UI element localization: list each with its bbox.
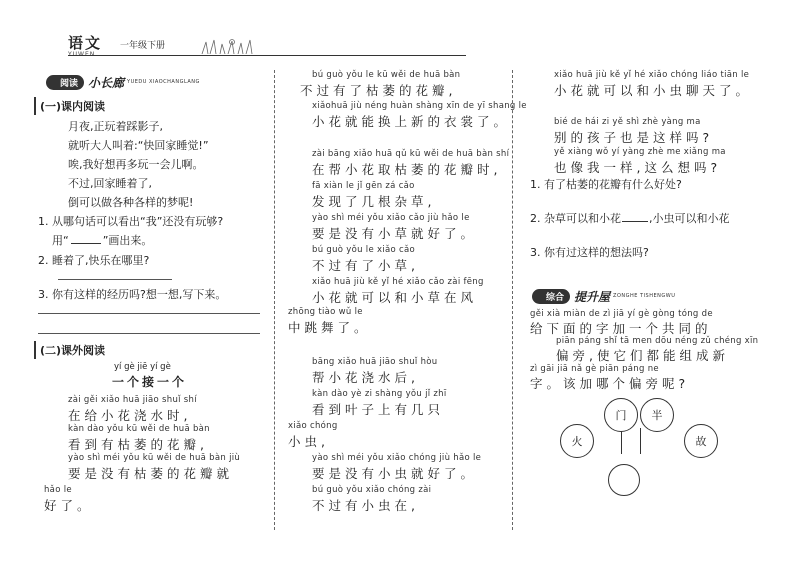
answer-blank[interactable]: [622, 221, 648, 222]
pinyin-line: piān páng shǐ tā men dōu néng zǔ chéng xīn: [556, 336, 759, 346]
header-rule: [68, 55, 466, 56]
text-line: 偏旁,使它们都能组成新: [556, 348, 729, 363]
answer-line: [38, 313, 260, 314]
flower-label: 故: [695, 435, 707, 448]
section-heading-extracurricular: (二)课外阅读: [34, 341, 109, 359]
answer-line: [58, 279, 172, 280]
text-line: 看到有枯萎的花瓣,: [68, 437, 208, 452]
underline-blank: [71, 243, 101, 244]
badge-subtitle: YUEDU XIAOCHANGLANG: [127, 79, 200, 85]
pinyin-line: xiǎo huā jiù kě yǐ hé xiǎo chóng liáo tiān le: [554, 70, 750, 80]
question-1: 1. 有了枯萎的花瓣有什么好处?: [530, 178, 682, 191]
pinyin-line: yě xiàng wǒ yí yàng zhè me xiǎng ma: [554, 147, 726, 157]
badge-pill: 综合: [532, 289, 570, 304]
flower-label: 门: [615, 409, 627, 422]
column-divider: [274, 70, 275, 530]
text-line: 也像我一样,这么想吗?: [554, 160, 722, 175]
text-line: 看到叶子上有几只: [312, 402, 445, 417]
text-line: 字。该加哪个偏旁呢?: [530, 376, 690, 391]
text-line: 不过有了小草,: [312, 258, 419, 273]
text-line: 发现了几根杂草,: [312, 194, 436, 209]
badge-pill: 阅读: [46, 75, 84, 90]
answer-circle[interactable]: [608, 464, 640, 496]
text-line: 在给小花浇水时,: [68, 408, 192, 423]
pinyin-line: xiǎo chóng: [288, 421, 338, 431]
answer-line: [38, 333, 260, 334]
grass-decoration-icon: [200, 38, 260, 54]
text-line: 不过有小虫在,: [312, 498, 419, 513]
pinyin-line: bú guò yǒu xiǎo chóng zài: [312, 485, 432, 495]
pinyin-line: xiǎohuā jiù néng huàn shàng xīn de yī shang le: [312, 101, 527, 111]
pinyin-line: zhōng tiào wǔ le: [288, 307, 363, 317]
poem-line: 倒可以做各种各样的梦呢!: [68, 196, 194, 209]
text-line: 别的孩子也是这样吗?: [554, 130, 714, 145]
question-2-post: ,小虫可以和小花: [649, 212, 730, 225]
flower-label: 火: [571, 435, 583, 448]
subject-title: 语文: [68, 34, 103, 52]
section-heading-in-class: (一)课内阅读: [34, 97, 109, 115]
flower-label: 半: [651, 409, 663, 422]
pinyin-line: bié de hái zi yě shì zhè yàng ma: [554, 117, 701, 127]
poem-line: 唉,我好想再多玩一会儿啊。: [68, 158, 204, 171]
poem-line: 月夜,正玩着踩影子,: [68, 120, 163, 133]
pinyin-line: fā xiàn le jǐ gēn zá cǎo: [312, 181, 415, 191]
pinyin-line: zì gāi jiā nǎ gè piān páng ne: [530, 364, 659, 374]
flower-character: [684, 424, 718, 458]
text-line: 帮小花浇水后,: [312, 370, 419, 385]
question-2: 2. 睡着了,快乐在哪里?: [38, 254, 150, 267]
subject-pinyin: YUWEN: [68, 51, 96, 58]
text-line: 在帮小花取枯萎的花瓣时,: [312, 162, 502, 177]
pinyin-line: xiǎo huā jiù kě yǐ hé xiǎo cǎo zài fēng: [312, 277, 484, 287]
flower-stem: [640, 428, 641, 454]
text-line: 给下面的字加一个共同的: [530, 321, 712, 336]
section-badge-comprehensive: [532, 288, 675, 304]
text-line: 要是没有小草就好了。: [312, 226, 478, 241]
pinyin-line: bú guò yǒu le kū wěi de huā bàn: [312, 70, 461, 80]
story-title-pinyin: yí gè jiē yí gè: [114, 362, 171, 372]
pinyin-line: gěi xià miàn de zì jiā yí gè gòng tóng de: [530, 309, 713, 319]
flower-character: [560, 424, 594, 458]
badge-title: 提升屋: [574, 289, 611, 304]
text-line: 小花就可以和小虫聊天了。: [554, 83, 753, 98]
story-title: 一个接一个: [112, 375, 188, 389]
question-1-pre: 用“: [52, 234, 69, 247]
text-line: 要是没有枯萎的花瓣就: [68, 466, 234, 481]
text-line: 要是没有小虫就好了。: [312, 466, 478, 481]
question-1-instruction: [52, 232, 152, 248]
question-1: 1. 从哪句话可以看出“我”还没有玩够?: [38, 215, 224, 228]
poem-line: 不过,回家睡着了,: [68, 177, 152, 190]
text-line: 好了。: [44, 498, 94, 513]
text-line: 中跳舞了。: [288, 320, 371, 335]
text-line: 不过有了枯萎的花瓣,: [300, 83, 457, 98]
question-3: 3. 你有这样的经历吗?想一想,写下来。: [38, 288, 227, 301]
text-line: 小花就可以和小草在风: [312, 290, 478, 305]
pinyin-line: kàn dào yè zi shàng yǒu jǐ zhī: [312, 389, 447, 399]
pinyin-line: yào shì méi yǒu kū wěi de huā bàn jiù: [68, 453, 241, 463]
flower-character: [604, 398, 638, 432]
question-3: 3. 你有过这样的想法吗?: [530, 246, 649, 259]
pinyin-line: zài bāng xiǎo huā qǔ kū wěi de huā bàn shí: [312, 149, 510, 159]
badge-title: 小长廊: [88, 75, 125, 90]
pinyin-line: bú guò yǒu le xiǎo cǎo: [312, 245, 415, 255]
question-2-pre: 2. 杂草可以和小花: [530, 212, 621, 225]
pinyin-line: zài gěi xiǎo huā jiāo shuǐ shí: [68, 395, 197, 405]
section-badge-reading: [46, 74, 200, 90]
question-2: [530, 210, 730, 226]
pinyin-line: yào shì méi yǒu xiǎo cǎo jiù hǎo le: [312, 213, 470, 223]
pinyin-line: bāng xiǎo huā jiāo shuǐ hòu: [312, 357, 438, 367]
question-1-post: ”画出来。: [102, 234, 153, 247]
pinyin-line: hǎo le: [44, 485, 72, 495]
badge-subtitle: ZONGHE TISHENGWU: [613, 293, 676, 299]
text-line: 小花就能换上新的衣裳了。: [312, 114, 511, 129]
text-line: 小虫,: [288, 434, 329, 449]
pinyin-line: kàn dào yǒu kū wěi de huā bàn: [68, 424, 210, 434]
column-divider: [512, 70, 513, 530]
pinyin-line: yào shì méi yǒu xiǎo chóng jiù hǎo le: [312, 453, 482, 463]
poem-line: 就听大人叫着:“快回家睡觉!”: [68, 139, 209, 152]
flower-character: [640, 398, 674, 432]
grade-label: 一年级下册: [120, 41, 166, 51]
